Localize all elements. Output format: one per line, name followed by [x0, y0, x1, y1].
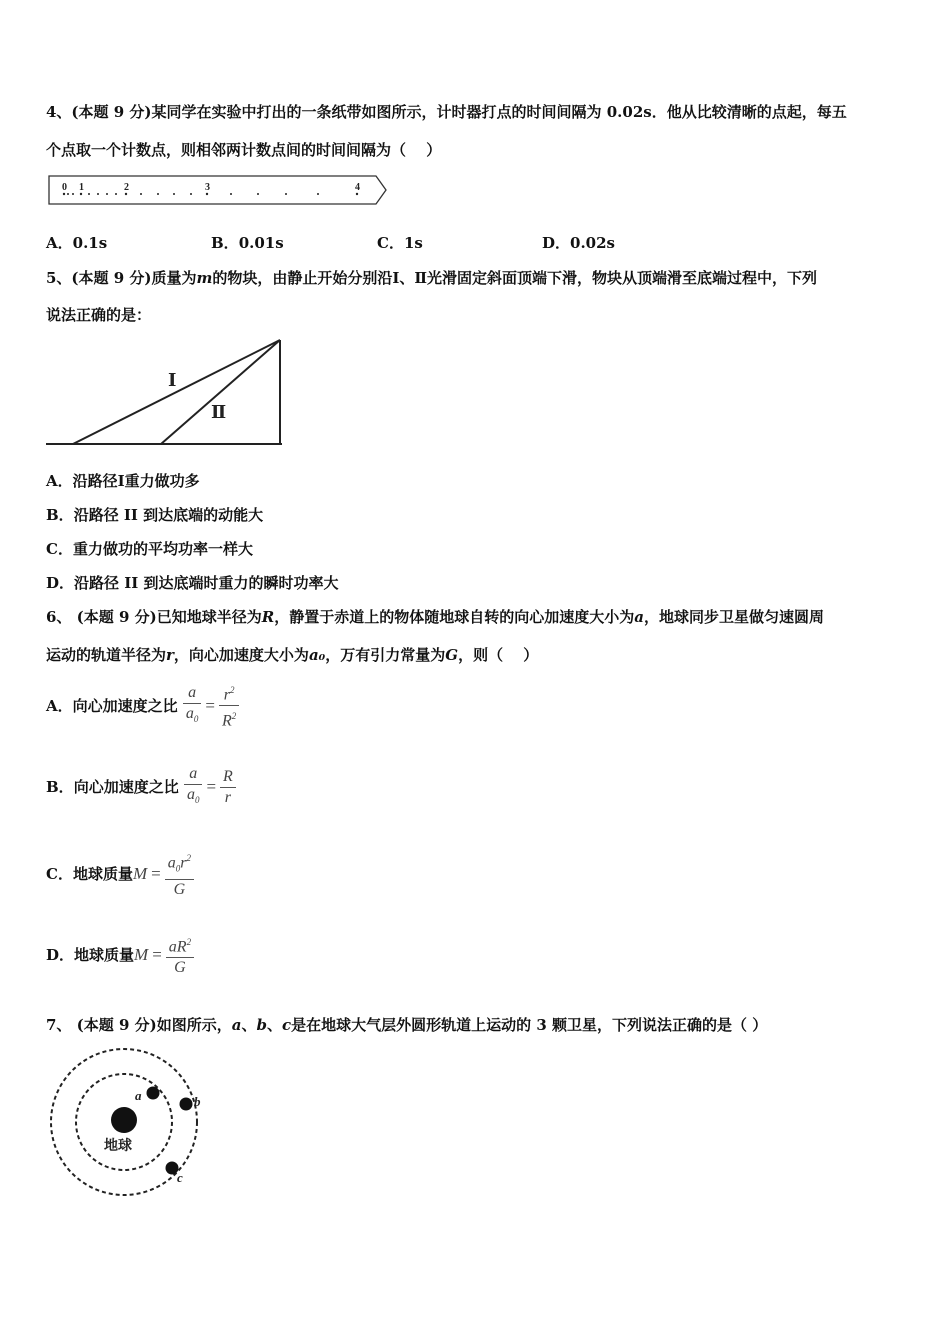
q5-option-c[interactable] — [46, 539, 253, 559]
paper-tape-figure — [46, 172, 391, 208]
q4-line2: 个点取一个计数点，则相邻两计数点间的时间间隔为（ ） — [46, 141, 442, 159]
q4-option-d[interactable] — [542, 233, 615, 253]
option-letter: B． — [46, 778, 74, 797]
option-text: 0.02s — [570, 234, 615, 252]
q5-option-d[interactable] — [46, 573, 339, 593]
option-letter: C． — [46, 864, 73, 883]
option-text: 沿路径Ⅰ重力做功多 — [72, 472, 200, 490]
tape-label-4: 4 — [355, 182, 360, 193]
option-letter: B． — [46, 506, 74, 524]
q5-option-b[interactable] — [46, 505, 263, 525]
option-text: 1s — [403, 234, 423, 252]
option-text: 沿路径 II 到达底端时重力的瞬时功率大 — [74, 574, 339, 592]
q6-option-d[interactable]: D．地球质量M = $\frac{aR^2}{G}$ — [46, 932, 194, 978]
formula-mass: $\frac{a_0r^2}{G}$ — [165, 848, 194, 900]
q7-line1: 7、 (本题 9 分)如图所示，a、b、c是在地球大气层外圆形轨道上运动的 3 颗卫星，下列说法正确的是（ ） — [46, 1016, 768, 1034]
satellite-orbit-figure — [46, 1044, 216, 1204]
satellite-a — [147, 1087, 160, 1100]
incline-figure — [46, 336, 286, 448]
option-text: 0.1s — [72, 234, 108, 252]
path-label-1: Ⅰ — [168, 370, 177, 390]
q6-option-b[interactable]: B．向心加速度之比 $\frac{a}{a_0}$ = $\frac{R}{r}$ — [46, 764, 236, 810]
option-letter: D． — [46, 946, 75, 965]
formula-ratio-left: $\frac{a}{a_0}$ — [183, 683, 202, 729]
formula-ratio-right: $\frac{R}{r}$ — [220, 767, 236, 808]
option-text: 地球质量 — [74, 946, 135, 965]
q5-line1: 5、(本题 9 分)质量为m的物块，由静止开始分别沿Ⅰ、Ⅱ光滑固定斜面顶端下滑，物块从顶端滑至底端过程中，下列 — [46, 269, 818, 287]
satellite-label-c: c — [177, 1170, 183, 1185]
tape-label-2: 2 — [124, 182, 129, 193]
option-letter: B． — [211, 234, 239, 252]
q4-option-b[interactable] — [211, 233, 284, 253]
option-letter: A． — [46, 696, 73, 715]
option-letter: C． — [377, 234, 404, 252]
q6-option-a[interactable]: A．向心加速度之比 $\frac{a}{a_0}$ = $\frac{r^2}{R^2}$ — [46, 680, 239, 732]
earth-label: 地球 — [104, 1139, 132, 1154]
q6-line1: 6、 (本题 9 分)已知地球半径为R，静置于赤道上的物体随地球自转的向心加速度大小为a，地球同步卫星做匀速圆周 — [46, 608, 824, 626]
q4-line1: 4、(本题 9 分)某同学在实验中打出的一条纸带如图所示，计时器打点的时间间隔为 0.02s．他从比较清晰的点起，每五 — [46, 103, 847, 121]
option-letter: C． — [46, 540, 73, 558]
satellite-label-b: b — [194, 1094, 201, 1109]
option-letter: A． — [46, 472, 73, 490]
option-text: 重力做功的平均功率一样大 — [72, 540, 253, 558]
tape-dots — [63, 193, 358, 195]
tape-label-0: 0 — [62, 182, 67, 193]
satellite-label-a: a — [135, 1088, 142, 1103]
formula-mass: $\frac{aR^2}{G}$ — [166, 932, 194, 978]
earth-dot — [111, 1107, 137, 1133]
option-text: 地球质量 — [72, 864, 133, 883]
tape-label-3: 3 — [205, 182, 210, 193]
path-label-2: Ⅱ — [211, 402, 227, 422]
formula-ratio-right: $\frac{r^2}{R^2}$ — [219, 680, 239, 732]
option-text: 向心加速度之比 — [73, 778, 179, 797]
option-text: 0.01s — [238, 234, 284, 252]
q5-option-a[interactable] — [46, 471, 200, 491]
tape-label-1: 1 — [79, 182, 84, 193]
option-letter: D． — [46, 574, 75, 592]
option-letter: A． — [46, 234, 73, 252]
option-text: 向心加速度之比 — [72, 696, 178, 715]
formula-ratio-left: $\frac{a}{a_0}$ — [184, 764, 203, 810]
option-letter: D． — [542, 234, 571, 252]
satellite-b — [180, 1098, 193, 1111]
q6-option-c[interactable]: C．地球质量M = $\frac{a_0r^2}{G}$ — [46, 848, 194, 900]
option-text: 沿路径 II 到达底端的动能大 — [73, 506, 264, 524]
q4-option-a[interactable] — [46, 233, 107, 253]
q4-option-c[interactable] — [377, 233, 423, 253]
q6-line2: 运动的轨道半径为r，向心加速度大小为a₀，万有引力常量为G，则（ ） — [46, 646, 539, 664]
q5-line2: 说法正确的是： — [46, 306, 152, 324]
